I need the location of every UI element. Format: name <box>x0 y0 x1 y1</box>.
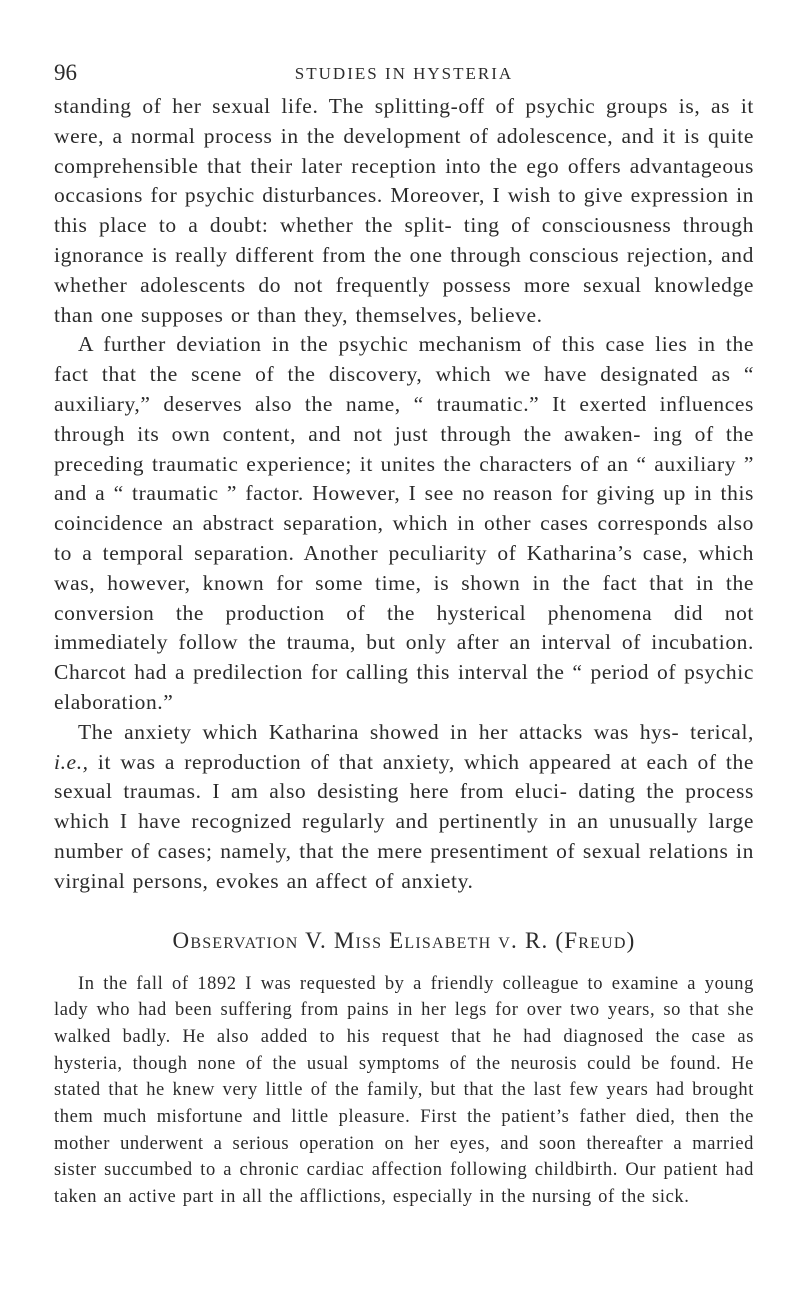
main-text <box>54 92 754 897</box>
book-page <box>54 0 754 1211</box>
running-title: STUDIES IN HYSTERIA <box>294 64 514 83</box>
paragraph-1: standing of her sexual life. The splitting-off of psychic groups is, as it were, a normal process in the development of adolescence, and it is quite comprehensible that their later reception into the ego offers advantageous occasions for psychic disturbances. Moreover, I wish to give expression in this place to a doubt: whether the split- ting of consciousness through ignorance is really different from the one through conscious rejection, and whether adolescents do not frequently possess more sexual knowledge than one supposes or than they, themselves, believe. <box>54 94 754 327</box>
running-head <box>54 58 754 88</box>
case-paragraph-1: In the fall of 1892 I was requested by a friendly colleague to examine a young lady who had been suffering from pains in her legs for over two years, so that she walked badly. He also added to his request that he had diagnosed the case as hysteria, though none of the usual symptoms of the neurosis could be found. He stated that he knew very little of the family, but that the last few years had brought them much misfortune and little pleasure. First the patient’s father died, then the mother underwent a serious operation on her eyes, and soon thereafter a married sister succumbed to a chronic cardiac affection following childbirth. Our patient had taken an active part in all the afflictions, especially in the nursing of the sick. <box>54 973 754 1208</box>
page-number: 96 <box>54 60 77 85</box>
case-text <box>54 971 754 1211</box>
paragraph-2: A further deviation in the psychic mechanism of this case lies in the fact that the scene of the discovery, which we have designated as “ auxiliary,” deserves also the name, “ traumatic.” It exerted influences through its own content, and not just through the awaken- ing of the preceding traumatic experience; it unites the characters of an “ auxiliary ” and a “ traumatic ” factor. However, I see no reason for giving up in this coincidence an abstract separation, which in other cases corresponds also to a temporal separation. Another peculiarity of Katharina’s case, which was, however, known for some time, is shown in the fact that in the conversion the production of the hysterical phenomena did not immediately follow the trauma, but only after an interval of incubation. Charcot had a predilection for calling this interval the “ period of psychic elaboration.” <box>54 332 754 714</box>
paragraph-3-italic: i.e., <box>54 749 89 774</box>
paragraph-3-start: The anxiety which Katharina showed in her attacks was hys- terical, <box>78 719 754 744</box>
paragraph-3-end: it was a reproduction of that anxiety, which appeared at each of the sexual traumas. I am also desisting here from eluci- dating the process which I have recognized regularly and pertinently in an unusually large number of cases; namely, that the mere presentiment of sexual relations in virginal persons, evokes an affect of anxiety. <box>54 749 754 893</box>
paragraph-3 <box>54 718 754 897</box>
section-heading: Observation V. Miss Elisabeth v. R. (Freud) <box>172 927 636 953</box>
